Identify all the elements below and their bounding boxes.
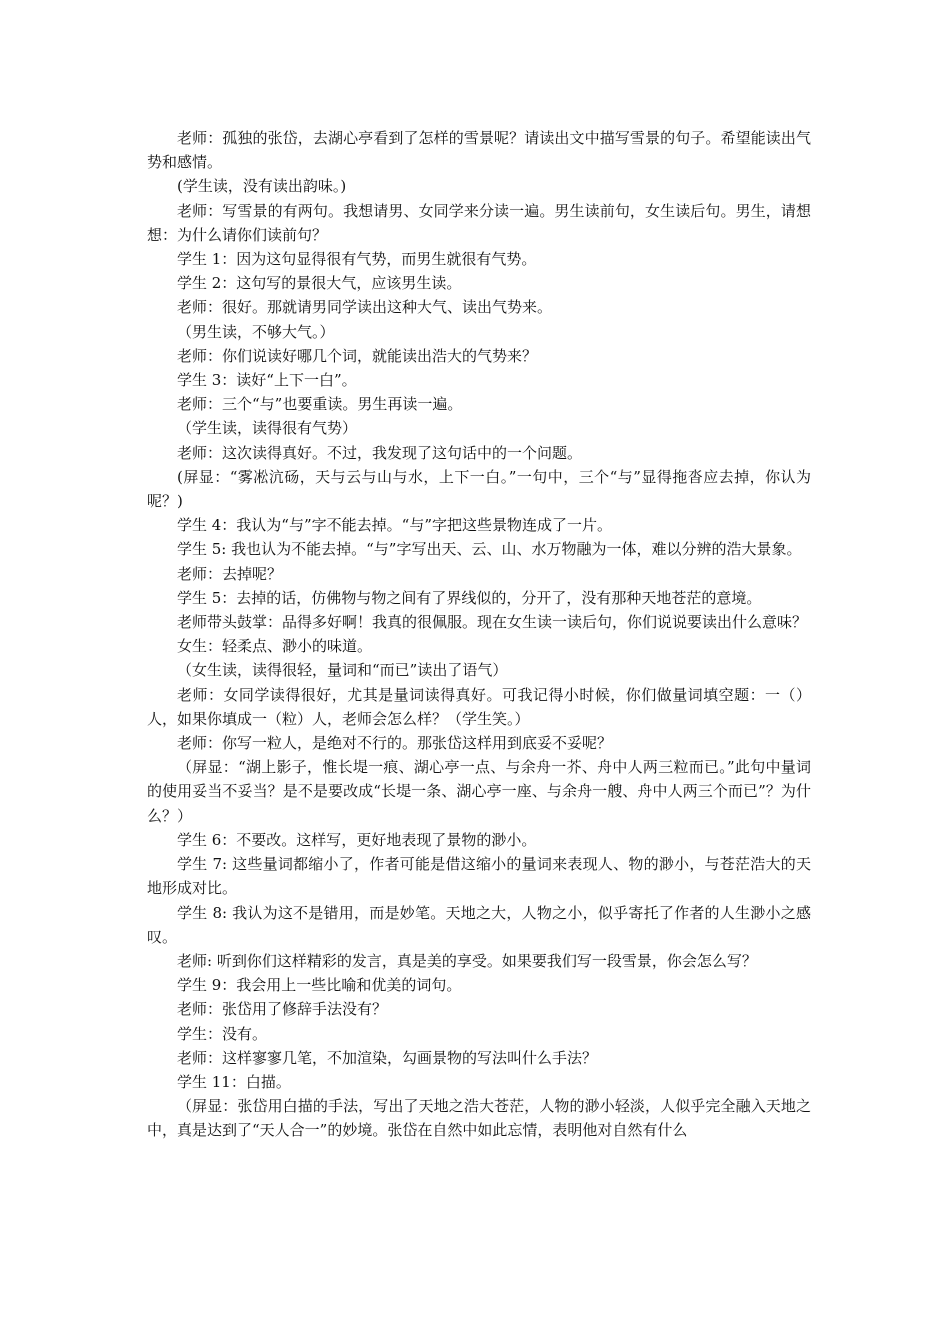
paragraph: 学生：没有。 [177,1024,268,1043]
paragraph: 学生 6：不要改。这样写，更好地表现了景物的渺小。 [177,830,537,849]
paragraph: 学生 4：我认为“与”字不能去掉。“与”字把这些景物连成了一片。 [177,516,612,535]
paragraph: 老师: 听到你们这样精彩的发言，真是美的享受。如果要我们写一段雪景，你会怎么写？ [177,951,757,970]
paragraph: 老师：你们说读好哪几个词，就能读出浩大的气势来？ [177,346,538,365]
paragraph: 学生 9：我会用上一些比喻和优美的词句。 [177,976,462,995]
paragraph: 老师带头鼓掌：品得多好啊！我真的很佩服。现在女生读一读后句，你们说说要读出什么意味？ [177,613,808,632]
paragraph: 老师：女同学读得很好，尤其是量词读得真好。可我记得小时候，你们做量词填空题：一（）人，如果你填成一（粒）人，老师会怎么样？（学生笑。） [147,685,811,728]
paragraph: 老师：写雪景的有两句。我想请男、女同学来分读一遍。男生读前句，女生读后句。男生，请想想：为什么请你们读前句？ [147,201,811,244]
paragraph: 老师：这样寥寥几笔，不加渲染，勾画景物的写法叫什么手法？ [177,1048,598,1067]
paragraph: 老师：你写一粒人，是绝对不行的。那张岱这样用到底妥不妥呢？ [177,734,613,753]
document-body [147,126,811,1143]
paragraph: 学生 3：读好“上下一白”。 [177,371,357,390]
paragraph: （男生读，不够大气。） [177,322,335,341]
paragraph: 女生：轻柔点、渺小的味道。 [177,637,373,656]
paragraph: 老师：这次读得真好。不过，我发现了这句话中的一个问题。 [177,443,583,462]
paragraph: 学生 11：白描。 [177,1072,291,1091]
paragraph: 学生 7: 这些量词都缩小了，作者可能是借这缩小的量词来表现人、物的渺小，与苍茫浩大的天地形成对比。 [147,855,811,898]
paragraph: 老师：去掉呢？ [177,564,283,583]
paragraph: （屏显：张岱用白描的手法，写出了天地之浩大苍茫，人物的渺小轻淡，人似乎完全融入天地之中，真是达到了“天人合一”的妙境。张岱在自然中如此忘情，表明他对自然有什么 [147,1097,811,1140]
paragraph: 学生 2：这句写的景很大气，应该男生读。 [177,274,462,293]
paragraph: 老师：孤独的张岱，去湖心亭看到了怎样的雪景呢？请读出文中描写雪景的句子。希望能读出气势和感情。 [147,129,811,172]
paragraph: 学生 8: 我认为这不是错用，而是妙笔。天地之大，人物之小，似乎寄托了作者的人生渺小之感叹。 [147,903,811,946]
paragraph: 学生 1：因为这句显得很有气势，而男生就很有气势。 [177,250,537,269]
paragraph: (屏显：“雾凇沆砀，天与云与山与水，上下一白。”一句中，三个“与”显得拖沓应去掉，你认为呢？) [147,467,811,511]
paragraph: （学生读，读得很有气势） [177,419,358,438]
paragraph: 学生 5：去掉的话，仿佛物与物之间有了界线似的，分开了，没有那种天地苍茫的意境。 [177,588,762,607]
paragraph: 学生 5: 我也认为不能去掉。“与”字写出天、云、山、水万物融为一体，难以分辨的浩大景象。 [177,540,802,559]
paragraph: （屏显：“湖上影子，惟长堤一痕、湖心亭一点、与余舟一芥、舟中人两三粒而已。”此句中量词的使用妥当不妥当？是不是要改成“长堤一条、湖心亭一座、与余舟一艘、舟中人两三个而已”？为什么？） [147,758,811,825]
paragraph: 老师：三个“与”也要重读。男生再读一遍。 [177,395,463,414]
paragraph: 老师：很好。那就请男同学读出这种大气、读出气势来。 [177,298,553,317]
paragraph: 老师：张岱用了修辞手法没有？ [177,1000,388,1019]
paragraph: (学生读，没有读出韵味。) [177,177,347,196]
paragraph: （女生读，读得很轻，量词和“而已”读出了语气） [177,661,508,680]
